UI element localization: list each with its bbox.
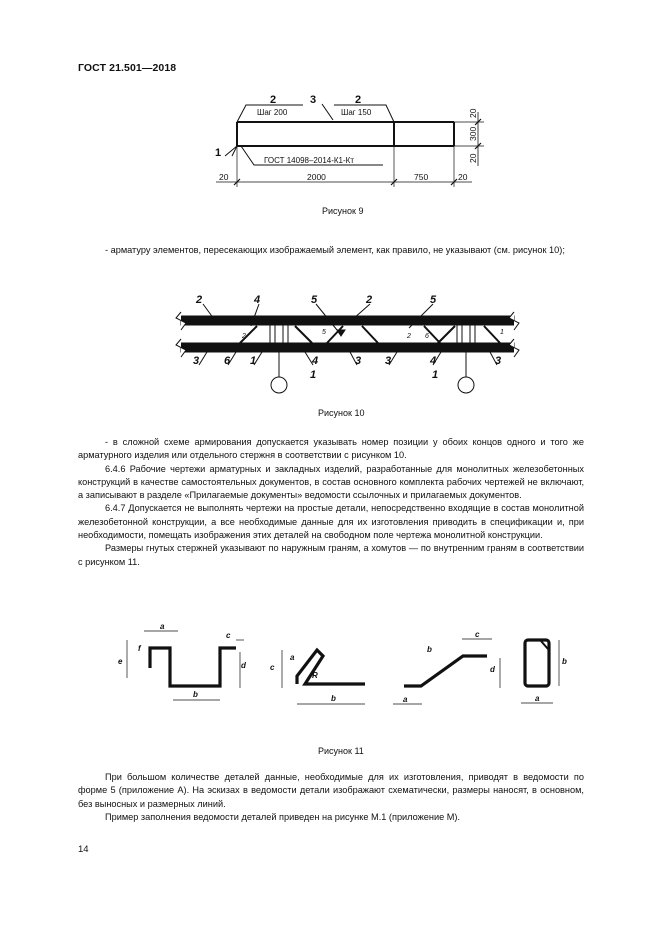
paragraph-6-4-6: 6.4.6 Рабочие чертежи арматурных и закладных изделий, разработанные для монолитных железобетонных конструкций в качестве самостоятельных документов, в состав основного комплекта рабочих чертежей не включают, а записывают в разделе «Прилагаемые документы» ведомости ссылочных и прилагаемых документов. (78, 463, 584, 501)
fig9-dim-750: 750 (414, 172, 429, 182)
paragraph-complex-scheme: - в сложной схеме армирования допускается указывать номер позиции у обоих концов одного и того же арматурного изделия или отдельного стержня в соответствии с рисунком 10. (78, 437, 584, 461)
paragraph-figure10-intro: - арматуру элементов, пересекающих изображаемый элемент, как правило, не указывают (см. рисунок 10); (105, 245, 565, 255)
fig11-dim-d2: d (490, 665, 495, 674)
figure-10-caption: Рисунок 10 (318, 408, 365, 418)
figure-11-caption: Рисунок 11 (318, 746, 364, 756)
fig10-bottom-label-6: 3 (385, 355, 392, 367)
fig11-dim-f: f (138, 644, 141, 653)
fig9-gost-label: ГОСТ 14098–2014-К1-Кт (264, 156, 354, 165)
fig10-bottom-label-10: 3 (495, 355, 502, 367)
fig11-dim-c2: c (270, 663, 275, 672)
fig11-dim-a1: a (160, 622, 165, 631)
fig10-bottom-label-3: 1 (250, 355, 257, 367)
fig11-dim-b1: b (193, 690, 198, 699)
fig10-small-2a: 2 (242, 333, 246, 340)
fig10-bottom-label-8: 4 (430, 355, 437, 367)
fig10-top-label-4: 2 (366, 294, 373, 306)
fig10-top-label-3: 5 (311, 294, 318, 306)
fig9-step-right: Шаг 150 (341, 108, 372, 117)
figure-9-caption: Рисунок 9 (322, 206, 364, 216)
fig11-dim-b2: b (331, 694, 336, 703)
fig10-bottom-label-5: 3 (355, 355, 362, 367)
fig10-small-6: 6 (425, 333, 429, 340)
paragraph-6-4-7: 6.4.7 Допускается не выполнять чертежи на простые детали, непосредственно входящие в состав монолитной железобетонной конструкции, а все необходимые данные для их изготовления приводить в спецификации и, при необходимости, помещать изображения этих деталей на свободном поле чертежа монолитной конструкции. (78, 503, 584, 541)
fig10-small-2b: 2 (407, 333, 411, 340)
fig9-dim-20-right: 20 (458, 172, 468, 182)
fig9-pos-3: 3 (310, 94, 317, 106)
paragraph-example: Пример заполнения ведомости деталей приведен на рисунке М.1 (приложение М). (105, 811, 461, 822)
text-block-3 (78, 771, 584, 824)
fig11-dim-d1: d (241, 661, 246, 670)
fig10-bottom-label-7: 1 (310, 369, 317, 381)
fig10-top-label-1: 2 (196, 294, 203, 306)
fig11-dim-b3: b (427, 645, 432, 654)
fig9-pos-2b: 2 (355, 94, 362, 106)
fig10-bottom-label-1: 3 (193, 355, 200, 367)
fig9-dim-2000: 2000 (307, 172, 326, 182)
fig11-dim-a2: a (290, 653, 295, 662)
paragraph-bent-bars: Размеры гнутых стержней указывают по наружным граням, а хомутов — по внутренним граням в соответствии с рисунком 11. (78, 543, 584, 567)
paragraph-parts-list: При большом количестве деталей данные, необходимые для их изготовления, приводят в ведомости по форме 5 (приложение А). На эскизах в ведомости детали изображают схематически, размеры наносят, в основном, без выносных и размерных линий. (78, 772, 584, 809)
fig10-small-1: 1 (500, 329, 504, 336)
fig9-dim-v-top: 20 (468, 108, 478, 118)
fig10-small-5: 5 (322, 329, 326, 336)
fig11-dim-c1: c (226, 631, 231, 640)
fig10-top-label-2: 4 (254, 294, 261, 306)
fig10-top-label-5: 5 (430, 294, 437, 306)
fig9-step-left: Шаг 200 (257, 108, 288, 117)
fig11-dim-c3: c (475, 630, 480, 639)
fig9-dim-20-left: 20 (219, 172, 229, 182)
fig11-dim-b4: b (562, 657, 567, 666)
fig9-dim-v-mid: 300 (468, 126, 478, 141)
fig10-bottom-label-9: 1 (432, 369, 439, 381)
fig11-dim-R: R (312, 671, 318, 680)
fig10-bottom-label-2: 6 (224, 355, 231, 367)
page-header: ГОСТ 21.501—2018 (78, 62, 177, 74)
fig11-dim-a3: a (403, 695, 408, 704)
fig9-pos-2a: 2 (270, 94, 277, 106)
fig10-bottom-label-4: 4 (312, 355, 319, 367)
fig9-pos-1: 1 (215, 147, 222, 159)
fig11-dim-e: e (118, 657, 123, 666)
fig11-dim-a4: a (535, 694, 540, 703)
fig9-dim-v-bot: 20 (468, 153, 478, 163)
page-number: 14 (78, 844, 89, 855)
